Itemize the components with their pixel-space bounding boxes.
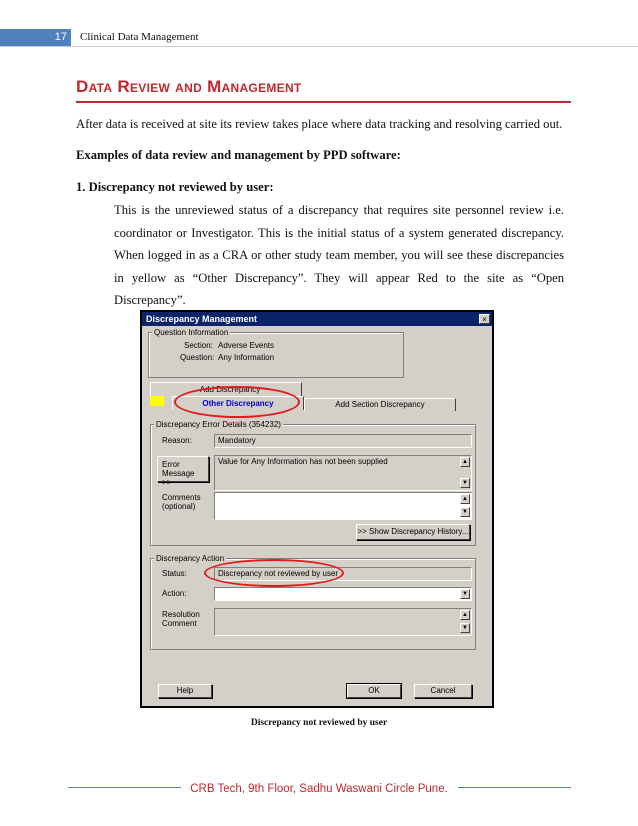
resolution-comment-field[interactable] [214,608,472,636]
footer-address: CRB Tech, 9th Floor, Sadhu Waswani Circle Pune. [190,783,448,795]
tab-other-label: Other Discrepancy [202,399,274,408]
comments-scroll-up-icon[interactable]: ▲ [460,494,470,504]
action-select[interactable] [214,587,472,601]
resolution-scroll-down-icon[interactable]: ▼ [460,623,470,633]
section-value: Adverse Events [218,341,275,350]
resolution-label-line2: Comment [162,619,197,628]
reason-label: Reason: [162,436,192,445]
help-button[interactable]: Help [158,684,212,698]
section-label: Section: [184,341,213,350]
comments-label [162,493,201,511]
error-button-line2: Message >> [162,469,195,487]
close-icon[interactable]: × [479,314,490,324]
cancel-button[interactable]: Cancel [414,684,472,698]
annotation-circle [174,386,300,418]
scroll-up-icon[interactable]: ▲ [460,457,470,467]
show-history-button[interactable]: >> Show Discrepancy History... [356,524,470,540]
chevron-down-icon[interactable]: ▼ [460,589,470,599]
error-details-label: Discrepancy Error Details (354232) [156,420,281,429]
scroll-down-icon[interactable]: ▼ [460,478,470,488]
resolution-label [162,610,200,628]
list-item-heading: 1. Discrepancy not reviewed by user: [76,180,274,194]
yellow-marker [150,396,164,406]
action-label: Action: [162,589,187,598]
status-annotation-circle [204,559,344,587]
status-label: Status: [162,569,187,578]
error-message-text: Value for Any Information has not been supplied [218,457,388,466]
tab-add-section-discrepancy[interactable] [304,398,456,411]
error-message-field [214,455,472,491]
discrepancy-dialog [140,310,494,708]
examples-heading: Examples of data review and management by PPD software: [76,148,401,162]
list-item-body: This is the unreviewed status of a discrepancy that requires site personnel review i.e. coordinator or Investigator. This is the initial status of a system generated discrepancy. When logged in as a CRA or other study team member, you will see these discrepancies in yellow as “Other Discrepancy”. They will appear Red to the site as “Open Discrepancy”. [114,203,564,307]
comments-scroll-down-icon[interactable]: ▼ [460,507,470,517]
figure-caption: Discrepancy not reviewed by user [250,718,388,728]
ok-button[interactable]: OK [347,684,401,698]
comments-label-line2: (optional) [162,502,196,511]
section-title: Data Review and Management [76,77,302,96]
action-group-label: Discrepancy Action [156,554,225,563]
tab-add-section-label: Add Section Discrepancy [335,400,425,409]
question-label: Question: [180,353,215,362]
page-number: 17 [0,29,71,46]
running-header: Clinical Data Management [80,31,199,43]
intro-paragraph: After data is received at site its review takes place where data tracking and resolving carried out. [76,117,563,131]
question-info-label: Question Information [154,328,229,337]
comments-label-line1: Comments [162,493,201,502]
resolution-scroll-up-icon[interactable]: ▲ [460,610,470,620]
resolution-label-line1: Resolution [162,610,200,619]
error-message-button[interactable] [157,456,209,487]
dialog-titlebar [142,312,492,326]
comments-input[interactable] [214,492,472,520]
tab-add-label: Add Discrepancy [199,385,261,394]
title-underline [76,101,571,103]
error-button-line1: Error [162,460,180,469]
header-divider [0,46,638,47]
status-field: Discrepancy not reviewed by user [214,567,472,581]
reason-field: Mandatory [214,434,472,448]
question-value: Any Information [218,353,275,362]
dialog-title: Discrepancy Management [146,314,258,324]
